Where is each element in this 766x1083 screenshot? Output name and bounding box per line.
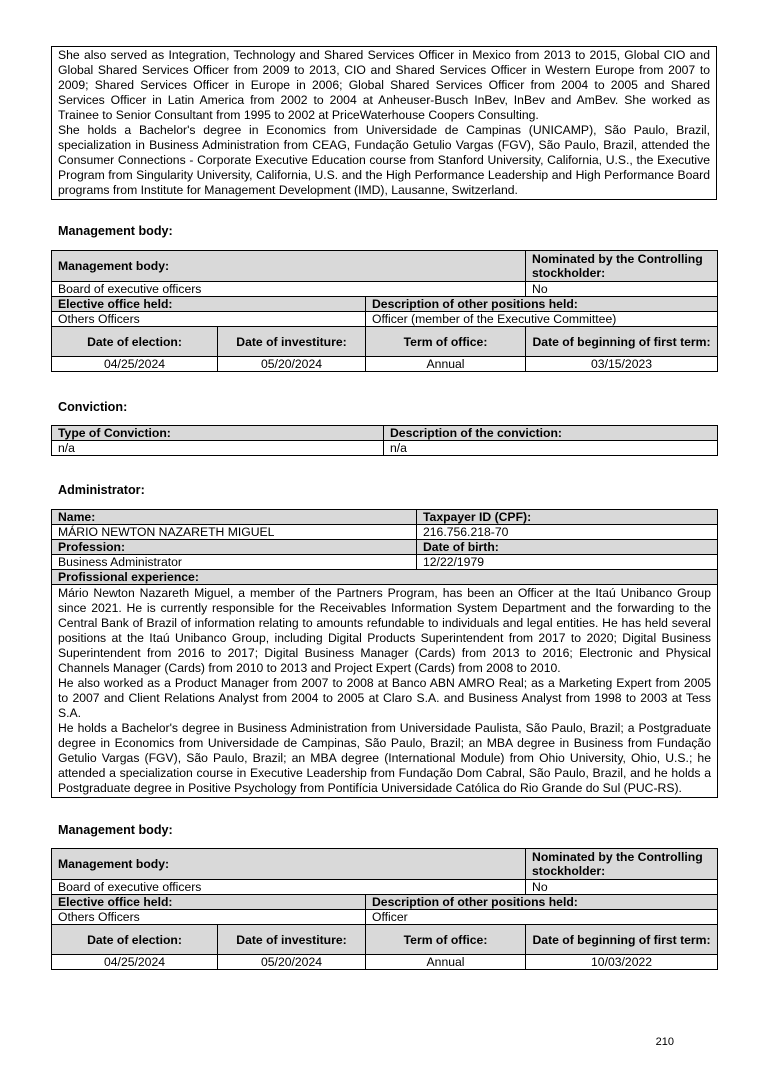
nominated-value: No xyxy=(526,282,718,297)
date-of-investiture-value: 05/20/2024 xyxy=(218,955,366,970)
header-date-of-investiture: Date of investiture: xyxy=(218,925,366,955)
other-positions-value: Officer (member of the Executive Committee) xyxy=(366,312,718,327)
section-heading-management-body: Management body: xyxy=(58,224,173,238)
management-body-value: Board of executive officers xyxy=(52,282,526,297)
header-nominated: Nominated by the Controlling stockholder: xyxy=(526,251,718,282)
date-of-election-value: 04/25/2024 xyxy=(52,357,218,372)
conviction-description-value: n/a xyxy=(384,441,718,456)
header-date-of-investiture: Date of investiture: xyxy=(218,327,366,357)
administrator-table xyxy=(51,509,718,798)
page-number: 210 xyxy=(655,1036,674,1048)
header-other-positions: Description of other positions held: xyxy=(366,895,718,910)
experience-paragraph: He also worked as a Product Manager from 2007 to 2008 at Banco ABN AMRO Real; as a Marketing Expert from 2005 to 2007 and Client Relations Analyst from 2004 to 2005 at Claro S.A. and Business Analyst from 1998 to 2003 at Tess S.A. xyxy=(58,676,711,720)
professional-experience-text xyxy=(52,585,718,798)
term-of-office-value: Annual xyxy=(366,955,526,970)
date-of-investiture-value: 05/20/2024 xyxy=(218,357,366,372)
header-date-of-election: Date of election: xyxy=(52,327,218,357)
header-term-of-office: Term of office: xyxy=(366,327,526,357)
first-term-date-value: 10/03/2022 xyxy=(526,955,718,970)
header-term-of-office: Term of office: xyxy=(366,925,526,955)
header-first-term-date: Date of beginning of first term: xyxy=(526,327,718,357)
experience-paragraph: He holds a Bachelor's degree in Business Administration from Universidade Paulista, São Paulo, Brazil; a Postgraduate degree in Economics from Universidade de Campinas, São Paulo, Brazil; an MBA degree in Business from Fundação Getulio Vargas (FGV), São Paulo, Brazil; an MBA degree (International Module) from Ohio University, Ohio, U.S.; he attended a specialization course in Executive Leadership from Fundação Dom Cabral, São Paulo, Brazil, and he holds a Postgraduate degree in Positive Psychology from Pontifícia Universidade Católica do Rio Grande do Sul (PUC-RS). xyxy=(58,721,711,795)
header-other-positions: Description of other positions held: xyxy=(366,297,718,312)
document-page xyxy=(51,46,717,970)
header-elective-office: Elective office held: xyxy=(52,297,366,312)
date-of-birth-value: 12/22/1979 xyxy=(417,555,718,570)
header-conviction-description: Description of the conviction: xyxy=(384,426,718,441)
header-date-of-election: Date of election: xyxy=(52,925,218,955)
header-type-of-conviction: Type of Conviction: xyxy=(52,426,384,441)
header-management-body: Management body: xyxy=(52,849,526,880)
conviction-table xyxy=(51,425,718,456)
section-heading-conviction: Conviction: xyxy=(58,400,128,414)
header-elective-office: Elective office held: xyxy=(52,895,366,910)
management-body-table xyxy=(51,848,718,970)
header-taxpayer-id: Taxpayer ID (CPF): xyxy=(417,510,718,525)
taxpayer-id-value: 216.756.218-70 xyxy=(417,525,718,540)
header-management-body: Management body: xyxy=(52,251,526,282)
administrator-name: MÁRIO NEWTON NAZARETH MIGUEL xyxy=(52,525,417,540)
nominated-value: No xyxy=(526,880,718,895)
management-body-value: Board of executive officers xyxy=(52,880,526,895)
date-of-election-value: 04/25/2024 xyxy=(52,955,218,970)
other-positions-value: Officer xyxy=(366,910,718,925)
header-date-of-birth: Date of birth: xyxy=(417,540,718,555)
bio-paragraph: She holds a Bachelor's degree in Economics from Universidade de Campinas (UNICAMP), São Paulo, Brazil, specialization in Business Administration from CEAG, Fundação Getulio Vargas (FGV), São Paulo, Brazil, attended the Consumer Connections - Corporate Executive Education course from Stanford University, California, U.S., the Executive Program from Singularity University, California, U.S. and the High Performance Leadership and High Performance Board programs from Institute for Management Development (IMD), Lausanne, Switzerland. xyxy=(58,123,710,197)
header-first-term-date: Date of beginning of first term: xyxy=(526,925,718,955)
header-nominated: Nominated by the Controlling stockholder: xyxy=(526,849,718,880)
section-heading-management-body: Management body: xyxy=(58,823,173,837)
management-body-table xyxy=(51,250,718,372)
bio-paragraph: She also served as Integration, Technology and Shared Services Officer in Mexico from 2013 to 2015, Global CIO and Global Shared Services Officer from 2009 to 2013, CIO and Shared Services Officer in Western Europe from 2007 to 2009; Shared Services Officer in Europe in 2006; Global Shared Services Officer from 2004 to 2005 and Shared Services Officer in Latin America from 2002 to 2004 at Anheuser-Busch InBev, InBev and AmBev. She worked as Trainee to Senior Consultant from 1995 to 2002 at PriceWaterhouse Coopers Consulting. xyxy=(58,48,710,122)
elective-office-value: Others Officers xyxy=(52,910,366,925)
first-term-date-value: 03/15/2023 xyxy=(526,357,718,372)
elective-office-value: Others Officers xyxy=(52,312,366,327)
term-of-office-value: Annual xyxy=(366,357,526,372)
bio-continuation-box xyxy=(51,46,717,200)
experience-paragraph: Mário Newton Nazareth Miguel, a member of the Partners Program, has been an Officer at the Itaú Unibanco Group since 2021. He is currently responsible for the Receivables Information System Department and the forwarding to the Central Bank of Brazil of information relating to amounts refundable to individuals and legal entities. He has held several positions at the Itaú Unibanco Group, including Digital Products Superintendent from 2017 to 2020; Digital Business Superintendent from 2016 to 2017; Digital Business Manager (Cards) from 2013 to 2016; Electronic and Physical Channels Manager (Cards) from 2010 to 2013 and Project Expert (Cards) from 2008 to 2010. xyxy=(58,586,711,675)
profession-value: Business Administrator xyxy=(52,555,417,570)
section-heading-administrator: Administrator: xyxy=(58,483,145,497)
header-profession: Profession: xyxy=(52,540,417,555)
header-professional-experience: Profissional experience: xyxy=(52,570,718,585)
header-name: Name: xyxy=(52,510,417,525)
conviction-type-value: n/a xyxy=(52,441,384,456)
